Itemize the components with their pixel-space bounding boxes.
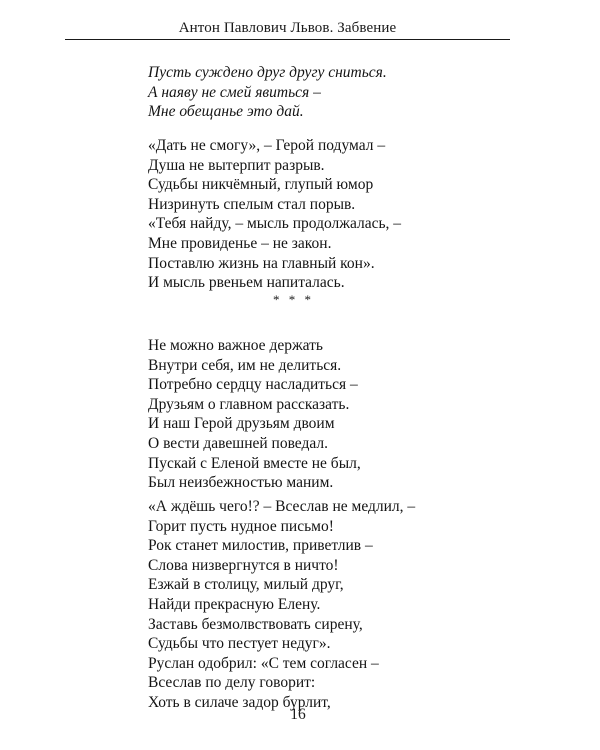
stanza-4	[148, 497, 415, 713]
verse-line: Был неизбежностью маним.	[148, 474, 334, 492]
verse-line: О вести давешней поведал.	[148, 434, 328, 452]
verse-line: Найди прекрасную Елену.	[148, 595, 321, 613]
stanza-3	[148, 336, 361, 493]
verse-line: И наш Герой друзьям двоим	[148, 415, 335, 433]
verse-line: Езжай в столицу, милый друг,	[148, 576, 344, 594]
verse-line: Рок станет милостив, приветлив –	[148, 537, 373, 555]
verse-line: Руслан одобрил: «С тем согласен –	[148, 654, 379, 672]
verse-line: Друзьям о главном рассказать.	[148, 395, 350, 413]
verse-line: «А ждёшь чего!? – Всеслав не медлил, –	[148, 498, 416, 515]
stanza-2	[148, 136, 401, 293]
stanza-1	[148, 63, 387, 122]
page-number: 16	[290, 706, 306, 723]
verse-line: Пускай с Еленой вместе не был,	[148, 454, 361, 472]
section-separator: * * *	[273, 292, 314, 307]
verse-line: «Тебя найду, – мысль продолжалась, –	[148, 215, 402, 233]
verse-line: Судьбы никчёмный, глупый юмор	[148, 176, 374, 194]
verse-line: Слова низвергнутся в ничто!	[148, 556, 339, 574]
verse-line: Мне обещанье это дай.	[148, 103, 304, 121]
verse-line: Мне провиденье – не закон.	[148, 234, 332, 252]
verse-line: Душа не вытерпит разрыв.	[148, 156, 325, 174]
verse-line: Пусть суждено друг другу сниться.	[148, 64, 387, 81]
verse-line: И мысль рвеньем напиталась.	[148, 274, 345, 292]
verse-line: Не можно важное держать	[148, 337, 323, 354]
verse-line: Всеслав по делу говорит:	[148, 674, 316, 692]
verse-line: Хоть в силаче задор бурлит,	[148, 693, 331, 711]
verse-line: Потребно сердцу насладиться –	[148, 376, 358, 394]
verse-line: Низринуть спелым стал порыв.	[148, 195, 356, 213]
running-head: Антон Павлович Львов. Забвение	[178, 20, 397, 36]
verse-line: «Дать не смогу», – Герой подумал –	[148, 137, 386, 154]
verse-line: Внутри себя, им не делиться.	[148, 356, 342, 374]
header-rule	[65, 39, 510, 40]
verse-line: Поставлю жизнь на главный кон».	[148, 254, 375, 272]
verse-line: А наяву не смей явиться –	[148, 83, 321, 101]
verse-line: Судьбы что пестует недуг».	[148, 635, 331, 653]
verse-line: Заставь безмолвствовать сирену,	[148, 615, 363, 633]
verse-line: Горит пусть нудное письмо!	[148, 517, 334, 535]
